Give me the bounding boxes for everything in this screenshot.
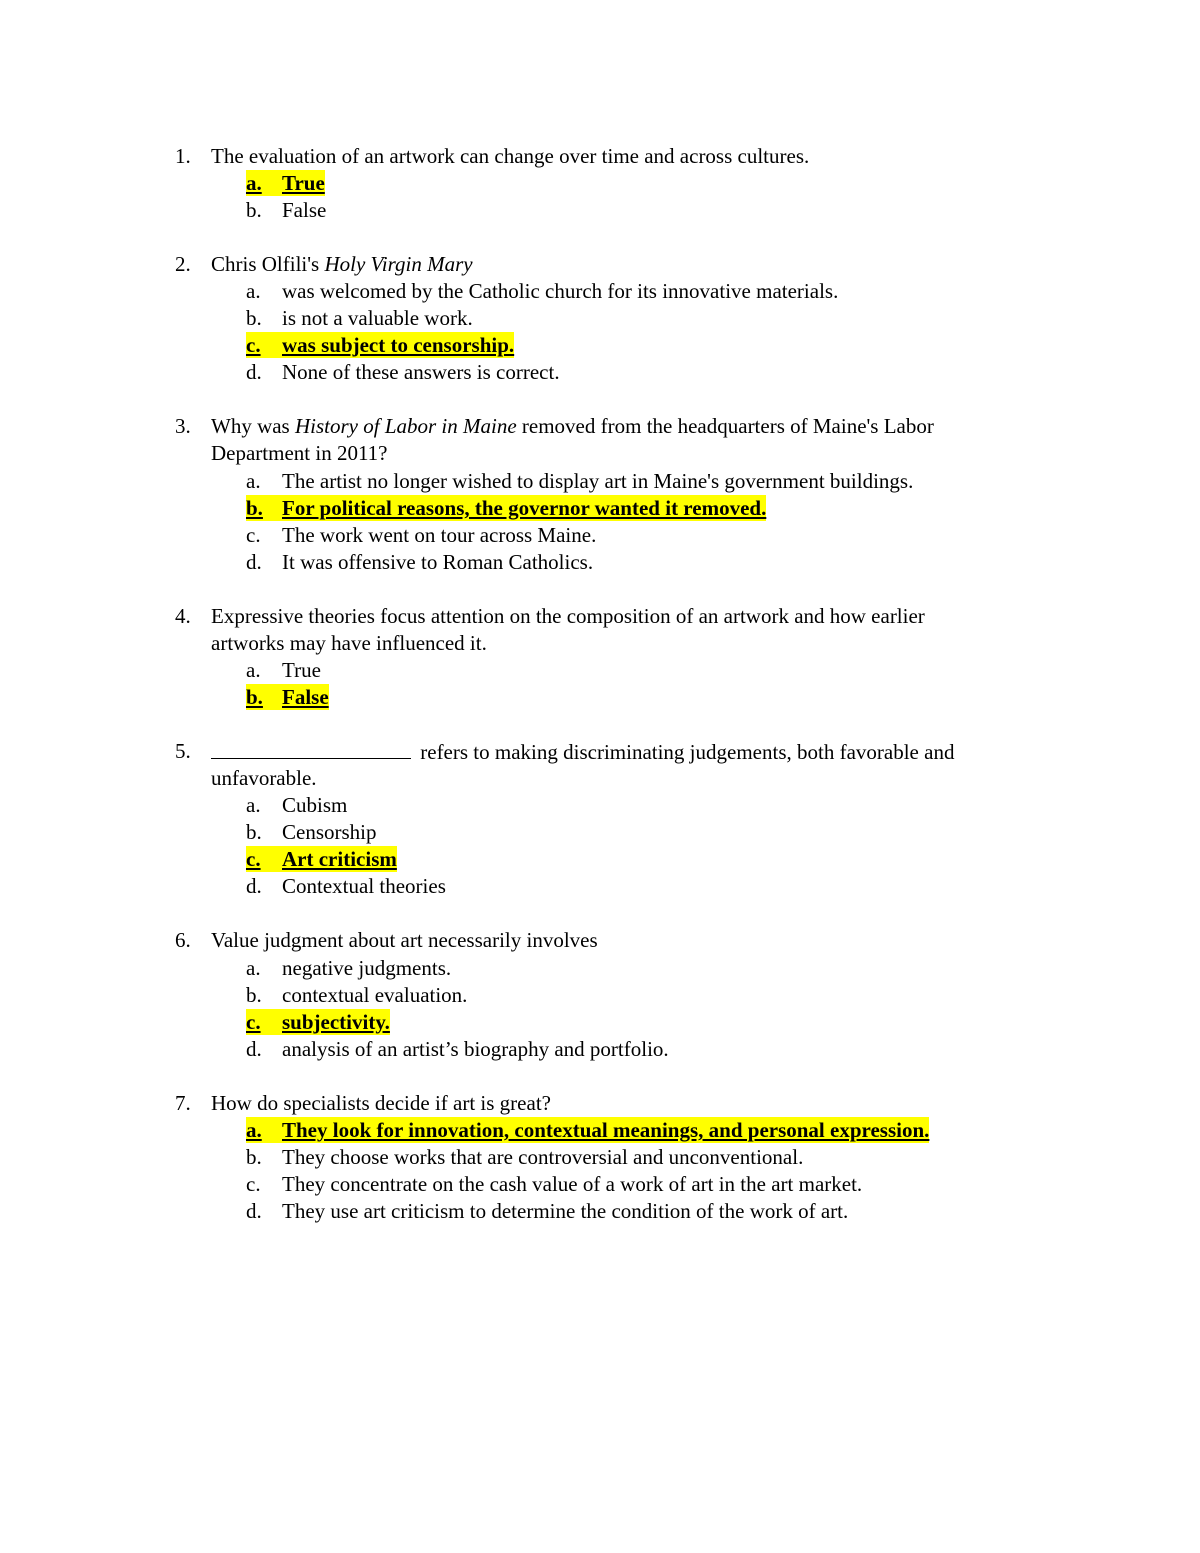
option-text: False <box>282 198 327 222</box>
question-text: How do specialists decide if art is great? <box>211 1091 551 1115</box>
question-number: 4. <box>175 604 191 628</box>
question-number: 2. <box>175 252 191 276</box>
question-number: 5. <box>175 739 191 763</box>
option-text: None of these answers is correct. <box>282 360 560 384</box>
fill-in-blank <box>211 738 411 759</box>
option-text: negative judgments. <box>282 956 452 980</box>
correct-answer: They look for innovation, contextual meanings, and personal expression. <box>282 1118 930 1142</box>
artwork-title: Holy Virgin Mary <box>324 252 473 276</box>
option-letter: b. <box>246 820 262 844</box>
option-letter: d. <box>246 874 262 898</box>
question-text: Value judgment about art necessarily involves <box>211 928 598 952</box>
option-text: Censorship <box>282 820 377 844</box>
option-letter: d. <box>246 360 262 384</box>
option-letter: b. <box>246 983 262 1007</box>
option-letter: c. <box>246 523 261 547</box>
option-letter: c. <box>246 846 282 872</box>
option-text: True <box>282 658 321 682</box>
question-number: 1. <box>175 144 191 168</box>
question-text-part: removed from the headquarters of Maine's Labor <box>516 414 934 438</box>
option-letter: a. <box>246 469 261 493</box>
option-letter: b. <box>246 684 282 710</box>
question-text: Expressive theories focus attention on the composition of an artwork and how earlier <box>211 604 925 628</box>
option-letter: a. <box>246 279 261 303</box>
option-text: analysis of an artist’s biography and portfolio. <box>282 1037 669 1061</box>
option-letter: d. <box>246 550 262 574</box>
option-text: They use art criticism to determine the condition of the work of art. <box>282 1199 849 1223</box>
question-text-line2: unfavorable. <box>211 766 317 790</box>
question-text-part: Why was <box>211 414 295 438</box>
option-letter: b. <box>246 1145 262 1169</box>
option-text: was welcomed by the Catholic church for its innovative materials. <box>282 279 839 303</box>
option-text: It was offensive to Roman Catholics. <box>282 550 594 574</box>
option-letter: a. <box>246 658 261 682</box>
correct-answer: Art criticism <box>282 847 397 871</box>
option-text: The artist no longer wished to display art in Maine's government buildings. <box>282 469 914 493</box>
correct-answer: True <box>282 171 325 195</box>
option-text: They concentrate on the cash value of a work of art in the art market. <box>282 1172 863 1196</box>
correct-answer: For political reasons, the governor wanted it removed. <box>282 496 767 520</box>
option-letter: a. <box>246 793 261 817</box>
option-text: Contextual theories <box>282 874 446 898</box>
option-letter: a. <box>246 956 261 980</box>
correct-answer: False <box>282 685 329 709</box>
artwork-title: History of Labor in Maine <box>294 414 517 438</box>
question-text <box>211 413 934 439</box>
option-letter: b. <box>246 495 282 521</box>
option-text: They choose works that are controversial and unconventional. <box>282 1145 804 1169</box>
option-letter: a. <box>246 1117 282 1143</box>
option-text: The work went on tour across Maine. <box>282 523 597 547</box>
option-letter: b. <box>246 306 262 330</box>
question-text-line2: Department in 2011? <box>211 441 388 465</box>
option-letter: a. <box>246 170 282 196</box>
question-text-part: Chris Olfili's <box>211 252 325 276</box>
option-letter: d. <box>246 1199 262 1223</box>
question-number: 6. <box>175 928 191 952</box>
option-letter: c. <box>246 1009 282 1035</box>
option-text: contextual evaluation. <box>282 983 468 1007</box>
option-letter: b. <box>246 198 262 222</box>
correct-answer: subjectivity. <box>282 1010 390 1034</box>
question-number: 3. <box>175 414 191 438</box>
option-letter: c. <box>246 332 282 358</box>
question-text-part: refers to making discriminating judgements, both favorable and <box>415 740 955 764</box>
option-letter: d. <box>246 1037 262 1061</box>
option-letter: c. <box>246 1172 261 1196</box>
option-text: Cubism <box>282 793 348 817</box>
question-text <box>211 251 473 277</box>
correct-answer: was subject to censorship. <box>282 333 515 357</box>
question-text: The evaluation of an artwork can change over time and across cultures. <box>211 144 810 168</box>
question-number: 7. <box>175 1091 191 1115</box>
option-text: is not a valuable work. <box>282 306 473 330</box>
question-text <box>211 738 954 765</box>
question-text-line2: artworks may have influenced it. <box>211 631 487 655</box>
